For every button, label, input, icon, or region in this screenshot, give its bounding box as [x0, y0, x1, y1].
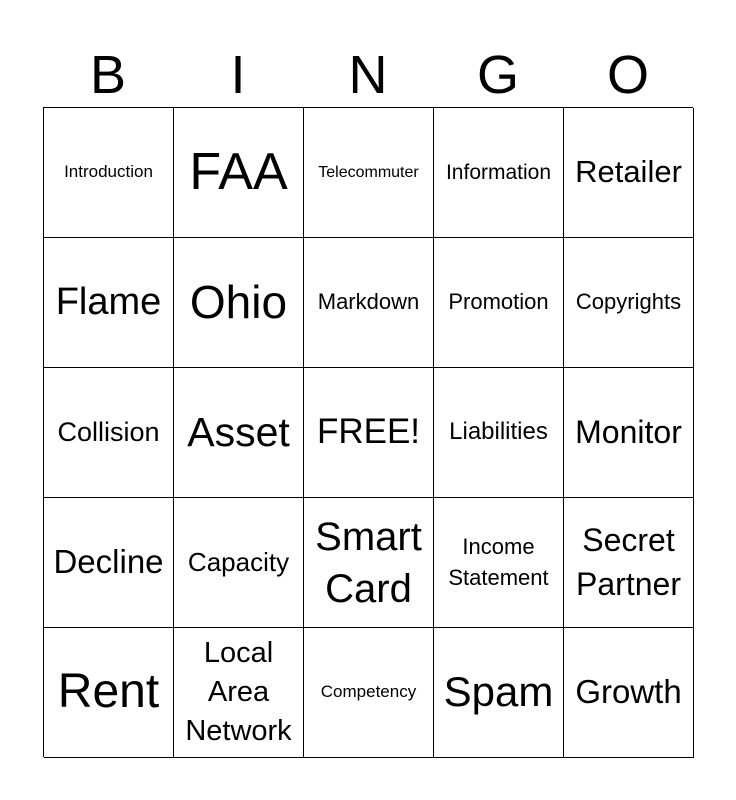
bingo-cell-r5-c3[interactable] — [304, 628, 434, 758]
cell-label: Rent — [57, 665, 160, 719]
bingo-cell-r4-c1[interactable] — [44, 498, 174, 628]
bingo-cell-r3-c2[interactable] — [174, 368, 304, 498]
bingo-cell-r4-c3[interactable] — [304, 498, 434, 628]
header-letter-g: G — [476, 45, 519, 105]
bingo-cell-r3-c4[interactable] — [434, 368, 564, 498]
bingo-cell-r4-c4[interactable] — [434, 498, 564, 628]
bingo-cell-r3-c3[interactable] — [304, 368, 434, 498]
cell-label: Capacity — [187, 547, 290, 578]
cell-label: Competency — [320, 682, 417, 702]
cell-label: Markdown — [317, 289, 420, 315]
bingo-cell-r1-c4[interactable] — [434, 108, 564, 238]
bingo-cell-r4-c2[interactable] — [174, 498, 304, 628]
bingo-cell-r1-c1[interactable] — [44, 108, 174, 238]
bingo-cell-r1-c2[interactable] — [174, 108, 304, 238]
bingo-cell-r5-c5[interactable] — [564, 628, 694, 758]
cell-label: Asset — [187, 408, 290, 455]
bingo-cell-r2-c3[interactable] — [304, 238, 434, 368]
bingo-cell-r4-c5[interactable] — [564, 498, 694, 628]
cell-label: Growth — [575, 673, 682, 711]
bingo-cell-r3-c5[interactable] — [564, 368, 694, 498]
cell-label: Ohio — [189, 276, 288, 329]
cell-label: Introduction — [64, 162, 153, 182]
cell-label: Liabilities — [449, 418, 548, 446]
bingo-board — [43, 107, 693, 757]
bingo-cell-r1-c5[interactable] — [564, 108, 694, 238]
cell-label: Promotion — [448, 289, 549, 315]
bingo-cell-r2-c5[interactable] — [564, 238, 694, 368]
bingo-cell-r2-c4[interactable] — [434, 238, 564, 368]
bingo-cell-r5-c1[interactable] — [44, 628, 174, 758]
bingo-cell-r1-c3[interactable] — [304, 108, 434, 238]
cell-label: Telecommuter — [318, 163, 419, 181]
header-letter-i: I — [230, 45, 246, 105]
bingo-header — [43, 44, 693, 106]
cell-label: Monitor — [575, 413, 682, 450]
cell-label: Information — [445, 160, 552, 184]
bingo-cell-r2-c1[interactable] — [44, 238, 174, 368]
cell-label: Collision — [57, 416, 160, 447]
bingo-cell-r5-c2[interactable] — [174, 628, 304, 758]
cell-label: FREE! — [316, 412, 421, 452]
cell-label: Decline — [53, 543, 164, 581]
header-letter-n: N — [348, 45, 388, 105]
cell-label: Secret Partner — [576, 522, 681, 602]
bingo-cell-r2-c2[interactable] — [174, 238, 304, 368]
bingo-cell-r5-c4[interactable] — [434, 628, 564, 758]
header-letter-b: B — [89, 45, 127, 105]
header-letter-o: O — [606, 45, 649, 105]
cell-label: Smart Card — [315, 514, 422, 611]
bingo-cell-r3-c1[interactable] — [44, 368, 174, 498]
cell-label: Retailer — [575, 154, 682, 190]
cell-label: FAA — [189, 142, 288, 201]
cell-label: Spam — [443, 668, 554, 716]
cell-label: Flame — [55, 280, 162, 323]
cell-label: Copyrights — [575, 289, 682, 315]
cell-label: Income Statement — [448, 533, 549, 590]
cell-label: Local Area Network — [185, 636, 292, 748]
